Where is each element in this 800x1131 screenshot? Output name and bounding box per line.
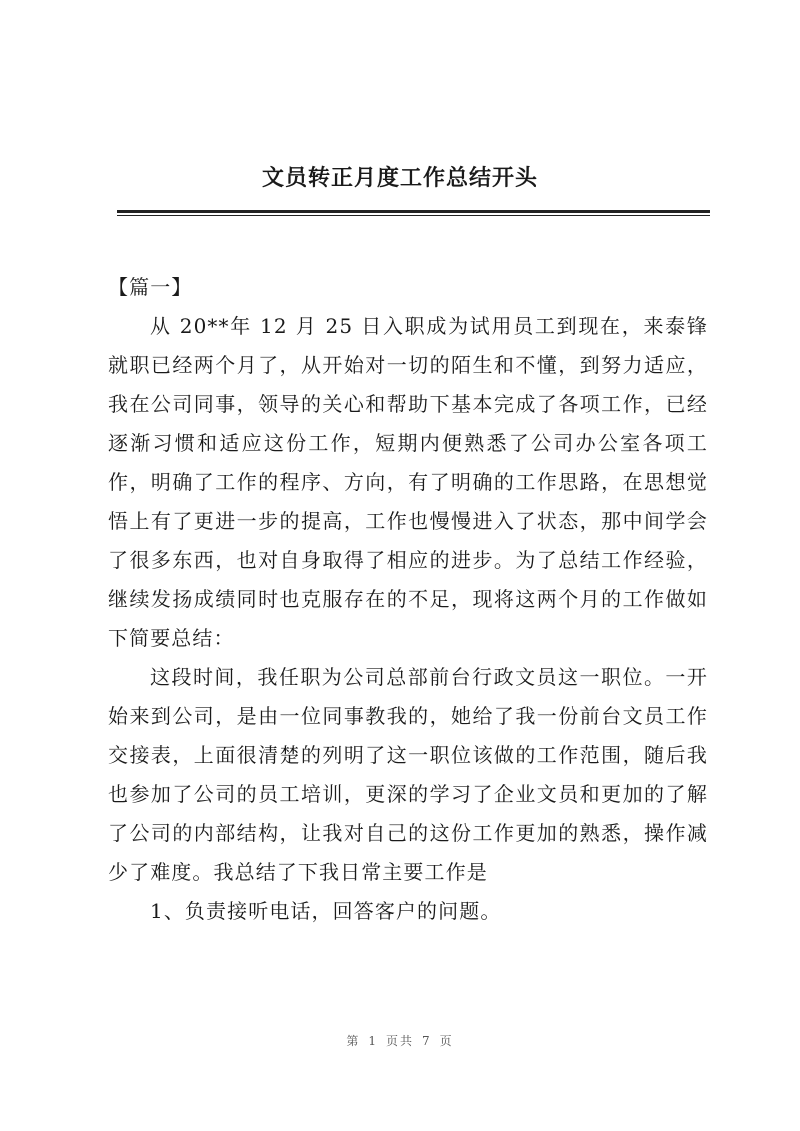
- title-rule-thick: [117, 210, 710, 213]
- section-heading: 【篇一】: [108, 275, 193, 299]
- footer-middle: 页共: [385, 1034, 414, 1048]
- paragraph-3: 1、负责接听电话，回答客户的问题。: [150, 899, 502, 923]
- footer-prefix: 第: [346, 1034, 361, 1048]
- page-footer: [0, 1032, 800, 1049]
- title-rule-thin: [117, 215, 710, 216]
- footer-suffix: 页: [439, 1034, 454, 1048]
- footer-current-page: 1: [368, 1034, 378, 1048]
- document-body: [108, 268, 708, 931]
- paragraph-1: 从 20**年 12 月 25 日入职成为试用员工到现在，来泰锋就职已经两个月了，从开始对一切的陌生和不懂，到努力适应，我在公司同事，领导的关心和帮助下基本完成了各项工作，已经逐渐习惯和适应这份工作，短期内便熟悉了公司办公室各项工作，明确了工作的程序、方向，有了明确的工作思路，在思想觉悟上有了更进一步的提高，工作也慢慢进入了状态，那中间学会了很多东西，也对自身取得了相应的进步。为了总结工作经验，继续发扬成绩同时也克服存在的不足，现将这两个月的工作做如下简要总结：: [108, 314, 708, 650]
- document-title: 文员转正月度工作总结开头: [261, 165, 538, 191]
- footer-total-pages: 7: [422, 1034, 432, 1048]
- paragraph-2: 这段时间，我任职为公司总部前台行政文员这一职位。一开始来到公司，是由一位同事教我的，她给了我一份前台文员工作交接表，上面很清楚的列明了这一职位该做的工作范围，随后我也参加了公司的员工培训，更深的学习了企业文员和更加的了解了公司的内部结构，让我对自己的这份工作更加的熟悉，操作减少了难度。我总结了下我日常主要工作是: [108, 665, 708, 884]
